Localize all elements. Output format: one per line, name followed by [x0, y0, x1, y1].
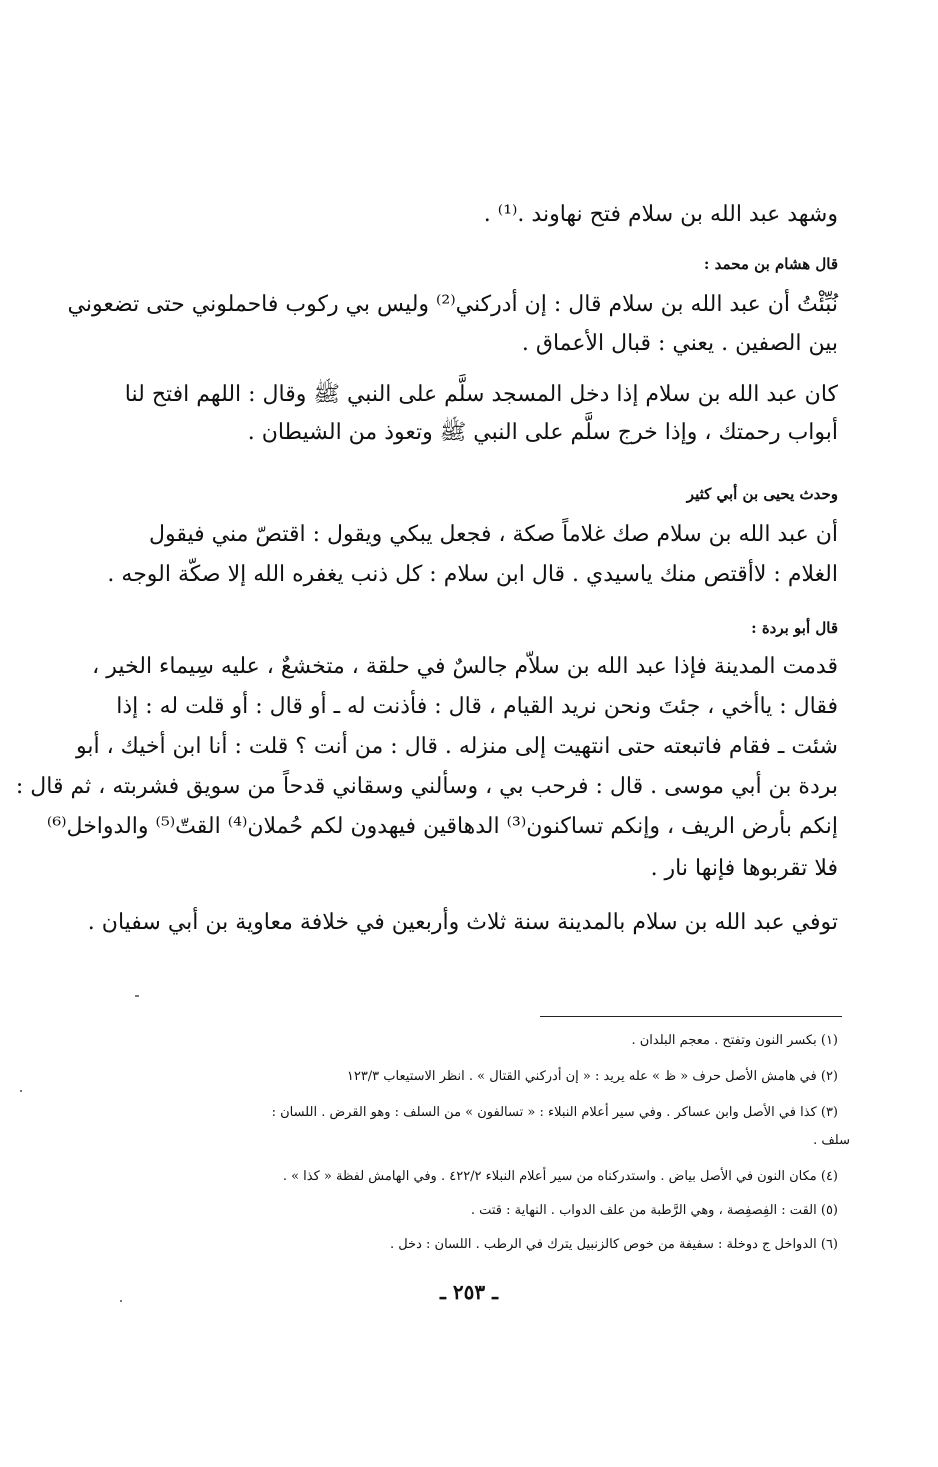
text-line: شئت ـ فقام فاتبعته حتى انتهيت إلى منزله . قال : من أنت ؟ قلت : أنا ابن أخيك ، أبو [75, 734, 838, 759]
text-line: بين الصفين . يعني : قبال الأعماق . [521, 331, 838, 356]
page-number: ـ ٢٥٣ ـ [440, 1280, 498, 1304]
text-line: أبواب رحمتك ، وإذا خرج سلَّم على النبي ﷺ وتعوذ من الشيطان . [247, 420, 838, 445]
text-line: وشهد عبد الله بن سلام فتح نهاوند .⁽¹⁾ . [483, 202, 838, 227]
section-heading: قال هشام بن محمد : [703, 255, 838, 273]
scan-speck [135, 995, 139, 997]
footnote: (١) بكسر النون وتفتح . معجم البلدان . [631, 1033, 838, 1048]
footnote: (٥) القت : الفِصفِصة ، وهي الرَّطبة من علف الدواب . النهاية : قتت . [470, 1203, 838, 1218]
text-line: توفي عبد الله بن سلام بالمدينة سنة ثلاث وأربعين في خلافة معاوية بن أبي سفيان . [87, 910, 838, 935]
text-line: إنكم بأرض الريف ، وإنكم تساكنون⁽³⁾ الدهاقين فيهدون لكم حُملان⁽⁴⁾ القتّ⁽⁵⁾ والدواخل⁽⁶⁾ [46, 814, 838, 839]
text-line: كان عبد الله بن سلام إذا دخل المسجد سلَّم على النبي ﷺ وقال : اللهم افتح لنا [124, 382, 838, 407]
footnote: (٤) مكان النون في الأصل بياض . واستدركناه من سير أعلام النبلاء ٤٢٢/٢ . وفي الهامش لفظة « كذا » . [282, 1169, 838, 1184]
text-line: نُبِّئْتُ أن عبد الله بن سلام قال : إن أدركني⁽²⁾ وليس بي ركوب فاحملوني حتى تضعوني [67, 292, 838, 317]
footnote-continuation: سلف . [813, 1133, 850, 1148]
scan-speck [20, 1090, 22, 1092]
text-line: أن عبد الله بن سلام صك غلاماً صكة ، فجعل يبكي ويقول : اقتصّ مني فيقول [149, 522, 838, 547]
section-heading: وحدث يحيى بن أبي كثير [686, 485, 838, 503]
footnote: (٢) في هامش الأصل حرف « ظ » عله يريد : « إن أدركني القتال » . انظر الاستيعاب ١٢٣/٣ [346, 1069, 838, 1084]
footnote: (٦) الدواخل ج دوخلة : سفيفة من خوص كالزنبيل يترك في الرطب . اللسان : دخل . [389, 1237, 838, 1252]
text-line: قدمت المدينة فإذا عبد الله بن سلاّم جالسٌ في حلقة ، متخشعٌ ، عليه سِيماء الخير ، [92, 654, 838, 679]
scan-speck [120, 1300, 122, 1302]
text-line: فلا تقربوها فإنها نار . [650, 856, 838, 881]
text-line: الغلام : لاأقتص منك ياسيدي . قال ابن سلام : كل ذنب يغفره الله إلا صكّة الوجه . [107, 562, 838, 587]
section-heading: قال أبو بردة : [751, 619, 838, 637]
footnote: (٣) كذا في الأصل وابن عساكر . وفي سير أعلام النبلاء : « تسالفون » من السلف : وهو القرض . اللسان : [271, 1105, 838, 1120]
footnote-divider [540, 1016, 842, 1017]
text-line: فقال : ياأخي ، جئتَ ونحن نريد القيام ، قال : فأذنت له ـ أو قال : أو قلت له : إذا [116, 694, 838, 719]
text-line: بردة بن أبي موسى . قال : فرحب بي ، وسألني وسقاني قدحاً من سويق فشربته ، ثم قال : [15, 774, 838, 799]
